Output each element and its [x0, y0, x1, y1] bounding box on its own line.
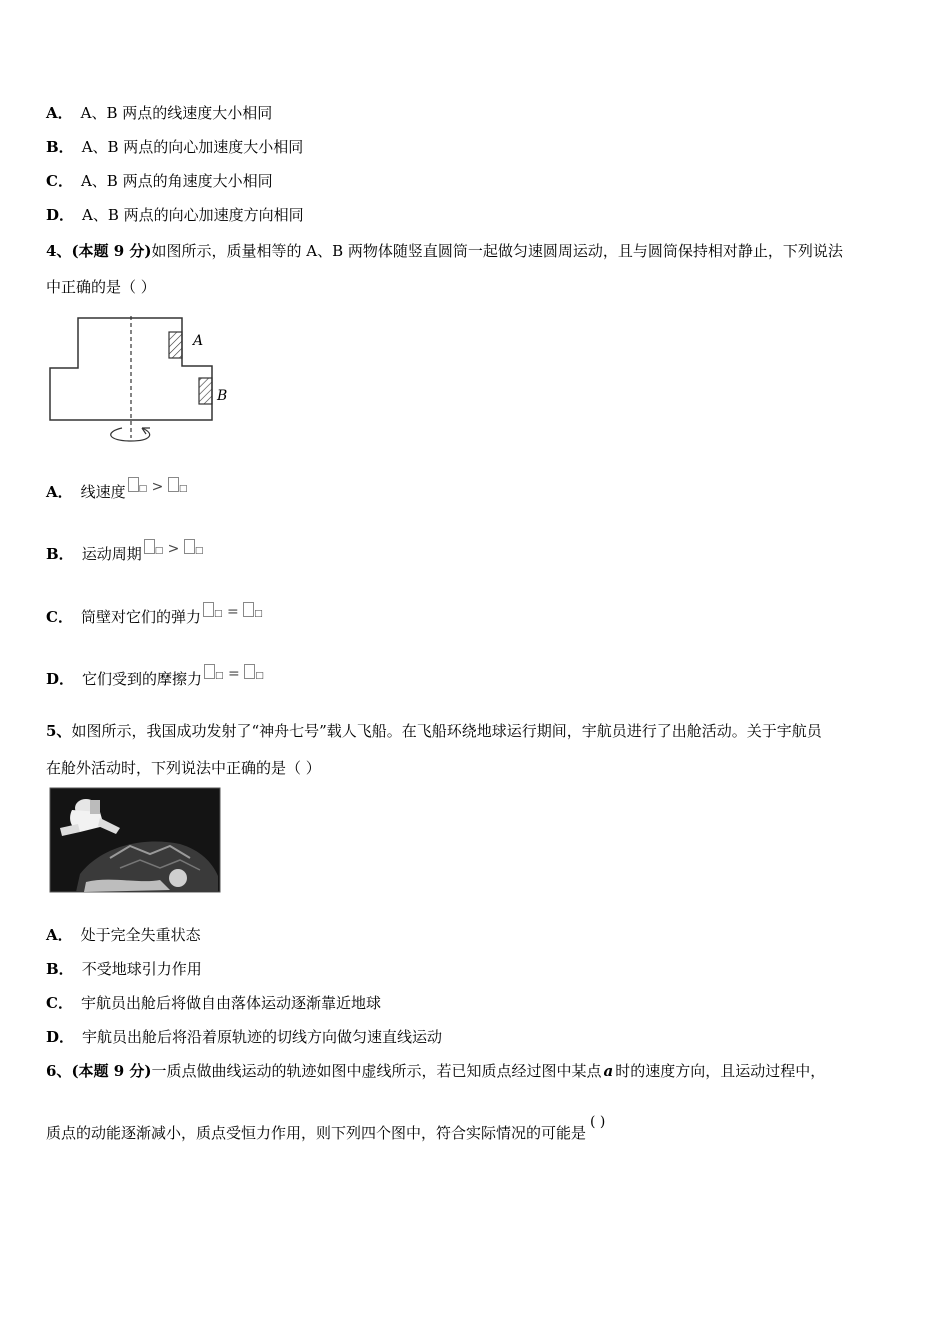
- hatch-icon: [169, 869, 187, 887]
- option-letter: C．: [46, 994, 73, 1012]
- option-text: A、B 两点的向心加速度方向相同: [82, 206, 304, 224]
- option-text: 它们受到的摩擦力: [82, 670, 203, 688]
- q6-stem-line2: [46, 1114, 606, 1143]
- option-text: 处于完全失重状态: [80, 926, 201, 944]
- question-text: 如图所示，我国成功发射了“神舟七号”载人飞船。在飞船环绕地球运行期间，宇航员进行了出舱活动。关于宇航员: [71, 722, 822, 740]
- question-number: 4、: [46, 242, 72, 260]
- q5-option-d: [46, 1026, 442, 1047]
- option-text: 线速度: [80, 483, 126, 501]
- q6-stem-line1: [46, 1060, 825, 1081]
- q4-option-d: [46, 668, 264, 689]
- question-text: 一质点做曲线运动的轨迹如图中虚线所示，若已知质点经过图中某点: [151, 1062, 602, 1080]
- relation-symbol: =: [228, 666, 240, 682]
- label-a: A: [193, 333, 204, 349]
- relation-symbol: >: [167, 541, 180, 557]
- label-b: B: [217, 388, 228, 404]
- option-text: A、B 两点的线速度大小相同: [80, 104, 273, 122]
- q3-option-c: [46, 170, 273, 191]
- q3-option-a: [46, 102, 272, 123]
- q5-option-a: [46, 924, 201, 945]
- option-letter: A．: [46, 483, 73, 501]
- question-text: 中正确的是（ ）: [46, 278, 156, 296]
- option-letter: A．: [46, 926, 73, 944]
- block-a: [169, 332, 182, 358]
- q5-stem-line2: [46, 757, 321, 778]
- option-text: 宇航员出舱后将沿着原轨迹的切线方向做匀速直线运动: [82, 1028, 443, 1046]
- astronaut-photo: [50, 788, 220, 892]
- answer-paren: ( ): [590, 1114, 606, 1130]
- option-letter: C．: [46, 172, 73, 190]
- question-text: 质点的动能逐渐减小，质点受恒力作用，则下列四个图中，符合实际情况的可能是: [46, 1124, 587, 1142]
- q4-stem-line2: [46, 276, 156, 297]
- block-b: [199, 378, 212, 404]
- option-text: 宇航员出舱后将做自由落体运动逐渐靠近地球: [80, 994, 381, 1012]
- formula: □ > □: [144, 541, 204, 557]
- question-text: 在舱外活动时，下列说法中正确的是（ ）: [46, 759, 321, 777]
- option-letter: B．: [46, 545, 74, 563]
- q4-option-b: [46, 543, 203, 564]
- q4-stem-line1: [46, 240, 843, 261]
- option-letter: B．: [46, 138, 74, 156]
- question-number: 5、: [46, 722, 72, 740]
- q5-option-b: [46, 958, 202, 979]
- option-letter: A．: [46, 104, 73, 122]
- question-meta: (本题 9 分): [71, 1062, 152, 1080]
- option-letter: D．: [46, 206, 75, 224]
- option-letter: D．: [46, 670, 75, 688]
- option-text: 筒壁对它们的弹力: [80, 608, 201, 626]
- option-text: A、B 两点的向心加速度大小相同: [81, 138, 304, 156]
- question-text: 如图所示，质量相等的 A、B 两物体随竖直圆筒一起做匀速圆周运动，且与圆筒保持相对静止，下列说法: [151, 242, 843, 260]
- option-letter: B．: [46, 960, 74, 978]
- relation-symbol: =: [226, 604, 239, 620]
- q5-option-c: [46, 992, 381, 1013]
- formula: □ > □: [128, 479, 188, 495]
- option-letter: C．: [46, 608, 73, 626]
- question-meta: (本题 9 分): [71, 242, 152, 260]
- option-text: 运动周期: [81, 545, 142, 563]
- q5-stem-line1: [46, 720, 822, 741]
- question-number: 6、: [46, 1062, 72, 1080]
- formula: □ = □: [203, 604, 263, 620]
- question-text: 时的速度方向，且运动过程中，: [615, 1062, 826, 1080]
- q3-option-d: [46, 204, 304, 225]
- option-text: 不受地球引力作用: [81, 960, 202, 978]
- formula: □ = □: [204, 666, 264, 682]
- option-text: A、B 两点的角速度大小相同: [80, 172, 273, 190]
- option-letter: D．: [46, 1028, 75, 1046]
- q4-option-a: [46, 481, 187, 502]
- q4-option-c: [46, 606, 263, 627]
- point-label: a: [603, 1062, 614, 1080]
- q3-option-b: [46, 136, 303, 157]
- relation-symbol: >: [151, 479, 164, 495]
- cylinder-figure: [46, 314, 228, 446]
